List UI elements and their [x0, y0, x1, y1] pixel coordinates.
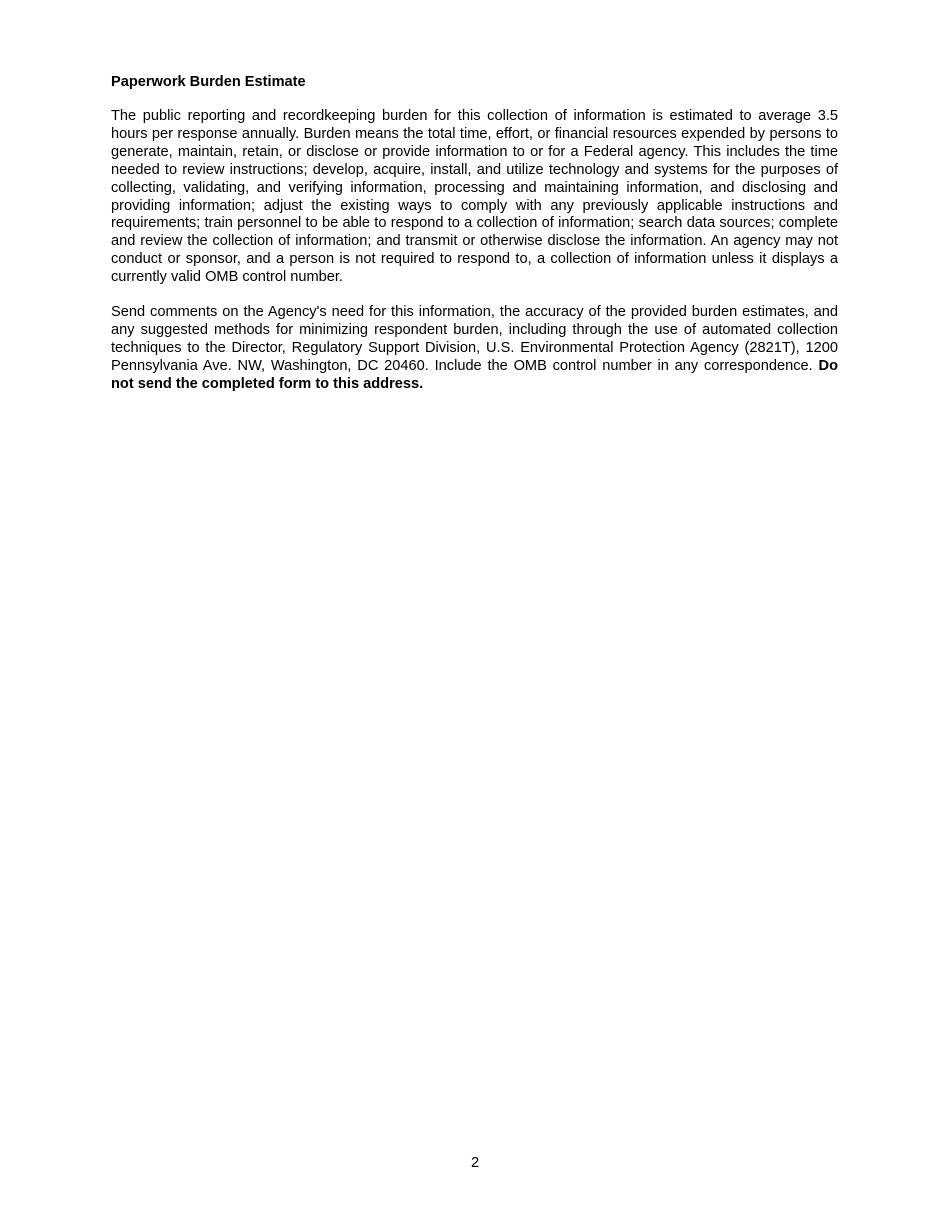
page-content — [111, 73, 838, 411]
comments-text: Send comments on the Agency's need for this information, the accuracy of the provided burden estimates, and any suggested methods for minimizing respondent burden, including through the use of automated collection techniques to the Director, Regulatory Support Division, U.S. Environmental Protection Agency (2821T), 1200 Pennsylvania Ave. NW, Washington, DC 20460. Include the OMB control number in any correspondence. — [111, 304, 838, 374]
burden-paragraph: The public reporting and recordkeeping burden for this collection of information is estimated to average 3.5 hours per response annually. Burden means the total time, effort, or financial resources expended by persons to generate, maintain, retain, or disclose or provide information to or for a Federal agency. This includes the time needed to review instructions; develop, acquire, install, and utilize technology and systems for the purposes of collecting, validating, and verifying information, processing and maintaining information, and disclosing and providing information; adjust the existing ways to comply with any previously applicable instructions and requirements; train personnel to be able to respond to a collection of information; search data sources; complete and review the collection of information; and transmit or otherwise disclose the information. An agency may not conduct or sponsor, and a person is not required to respond to, a collection of information unless it displays a currently valid OMB control number. — [111, 108, 838, 286]
do-not-send-notice: Do not send the completed form to this address. — [111, 357, 838, 392]
comments-paragraph — [111, 304, 838, 394]
page-number: 2 — [470, 1155, 480, 1171]
section-heading: Paperwork Burden Estimate — [111, 74, 306, 90]
